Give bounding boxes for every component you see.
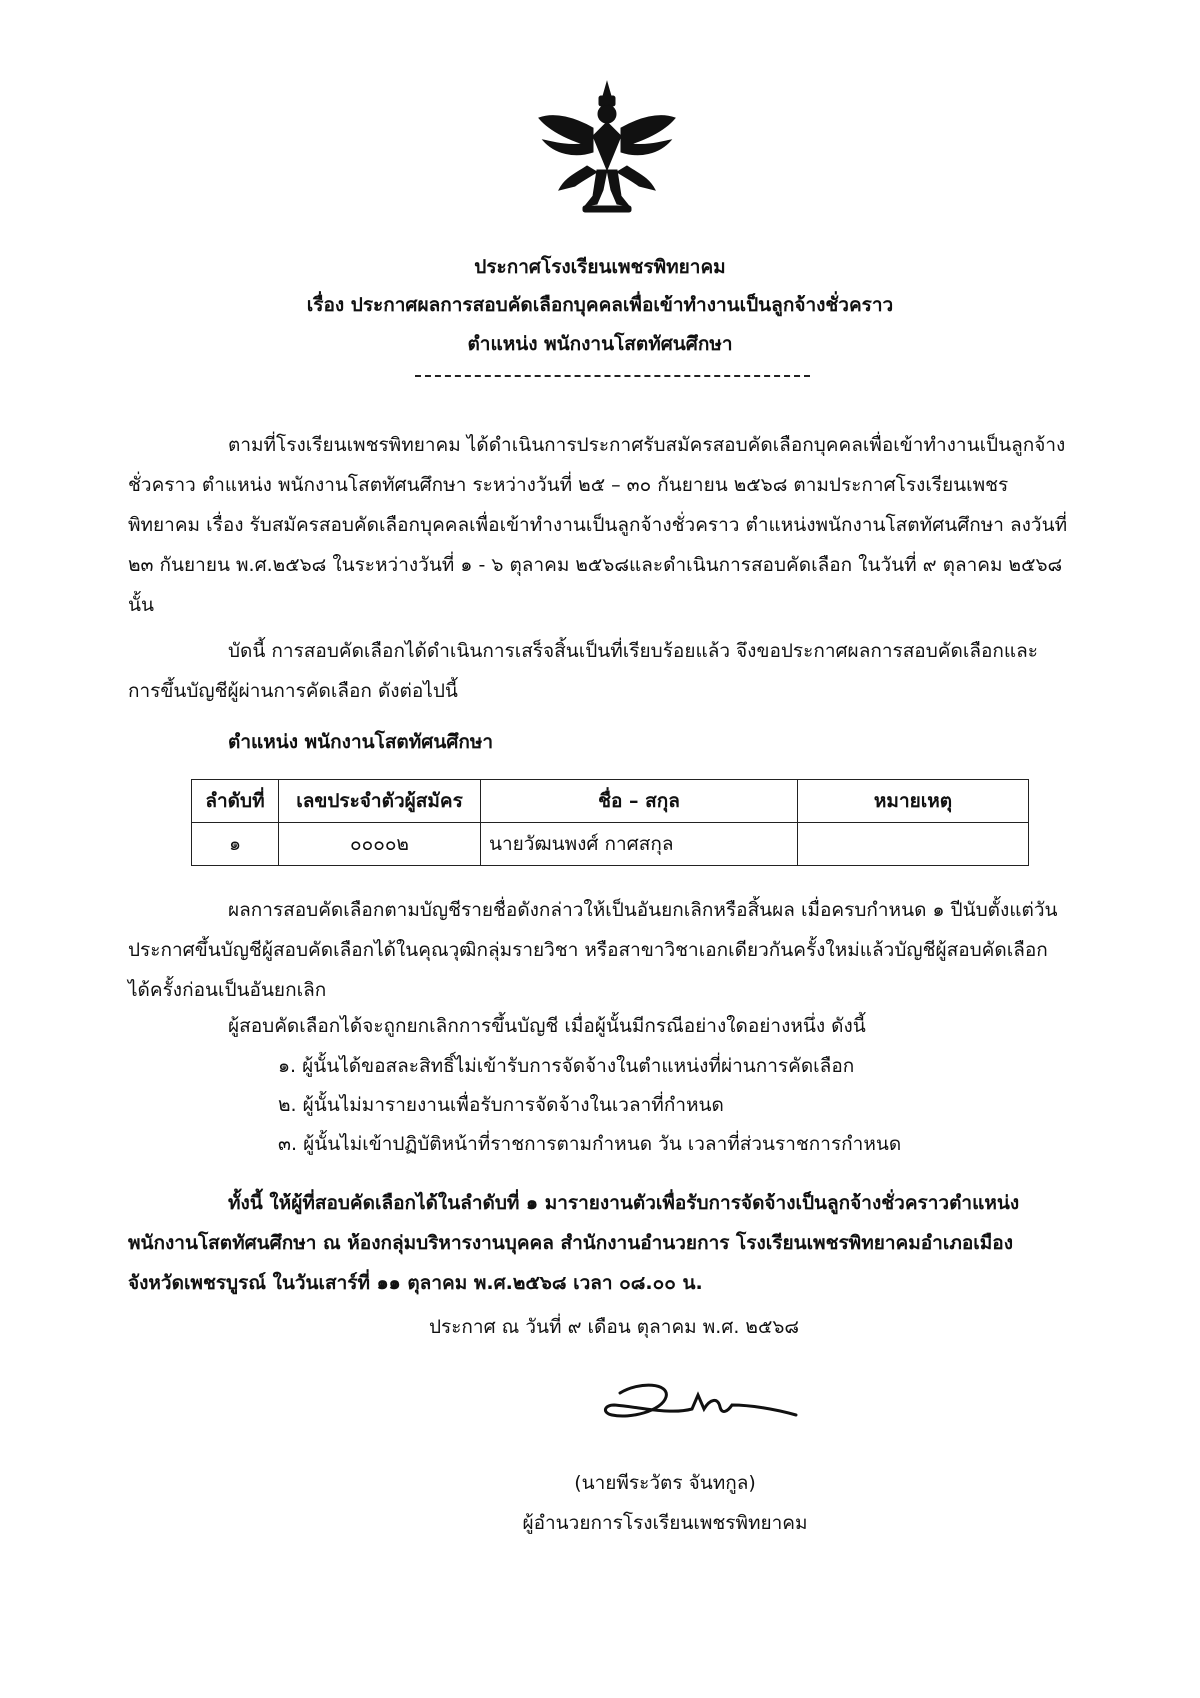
cancellation-intro: ผู้สอบคัดเลือกได้จะถูกยกเลิกการขึ้นบัญชี เมื่อผู้นั้นมีกรณีอย่างใดอย่างหนึ่ง ดังนี้ (228, 1015, 866, 1037)
column-header-name: ชื่อ – สกุล (481, 780, 798, 823)
results-table (191, 779, 1029, 866)
paragraph-reporting: ทั้งนี้ ให้ผู้ที่สอบคัดเลือกได้ในลำดับที่ ๑ มารายงานตัวเพื่อรับการจัดจ้างเป็นลูกจ้างชั่วคราวตำแหน่ง พนักงานโสตทัศนศึกษา ณ ห้องกลุ่มบริหารงานบุคคล สำนักงานอำนวยการ โรงเรียนเพชรพิทยาคมอำเภอเมือง จังหวัดเพชรบูรณ์ ในวันเสาร์ที่ ๑๑ ตุลาคม พ.ศ.๒๕๖๘ เวลา ๐๘.๐๐ น. (128, 1192, 1020, 1294)
garuda-emblem-icon (535, 78, 680, 218)
announcement-position: ตำแหน่ง พนักงานโสตทัศนศึกษา (467, 333, 733, 355)
column-header-applicant-id: เลขประจำตัวผู้สมัคร (279, 780, 481, 823)
paragraph-background: ตามที่โรงเรียนเพชรพิทยาคม ได้ดำเนินการประกาศรับสมัครสอบคัดเลือกบุคคลเพื่อเข้าทำงานเป็นลูกจ้างชั่วคราว ตำแหน่ง พนักงานโสตทัศนศึกษา ระหว่างวันที่ ๒๕ – ๓๐ กันยายน ๒๕๖๘ ตามประกาศโรงเรียนเพชรพิทยาคม เรื่อง รับสมัครสอบคัดเลือกบุคคลเพื่อเข้าทำงานเป็นลูกจ้างชั่วคราว ตำแหน่งพนักงานโสตทัศนศึกษา ลงวันที่ ๒๓ กันยายน พ.ศ.๒๕๖๘ ในระหว่างวันที่ ๑ - ๖ ตุลาคม ๒๕๖๘และดำเนินการสอบคัดเลือก ในวันที่ ๙ ตุลาคม ๒๕๖๘ นั้น (128, 434, 1068, 616)
position-title: ตำแหน่ง พนักงานโสตทัศนศึกษา (228, 731, 494, 753)
cell-applicant-id: ๐๐๐๐๒ (279, 823, 481, 866)
cell-remark (798, 823, 1029, 866)
paragraph-announcement: บัดนี้ การสอบคัดเลือกได้ดำเนินการเสร็จสิ้นเป็นที่เรียบร้อยแล้ว จึงขอประกาศผลการสอบคัดเลือกและการขึ้นบัญชีผู้ผ่านการคัดเลือก ดังต่อไปนี้ (128, 640, 1038, 702)
condition-item: ๒. ผู้นั้นไม่มารายงานเพื่อรับการจัดจ้างในเวลาที่กำหนด (278, 1094, 724, 1116)
header-divider (415, 375, 810, 377)
signer-title: ผู้อำนวยการโรงเรียนเพชรพิทยาคม (522, 1512, 808, 1534)
signature-icon (600, 1375, 800, 1455)
table-row (192, 823, 1029, 866)
table-header-row (192, 780, 1029, 823)
announcement-date: ประกาศ ณ วันที่ ๙ เดือน ตุลาคม พ.ศ. ๒๕๖๘ (428, 1316, 800, 1338)
column-header-no: ลำดับที่ (192, 780, 279, 823)
condition-item: ๓. ผู้นั้นไม่เข้าปฏิบัติหน้าที่ราชการตามกำหนด วัน เวลาที่ส่วนราชการกำหนด (278, 1133, 902, 1155)
column-header-remark: หมายเหตุ (798, 780, 1029, 823)
signer-name: (นายพีระวัตร จันทกูล) (574, 1472, 756, 1494)
paragraph-validity: ผลการสอบคัดเลือกตามบัญชีรายชื่อดังกล่าวให้เป็นอันยกเลิกหรือสิ้นผล เมื่อครบกำหนด ๑ ปีนับตั้งแต่วันประกาศขึ้นบัญชีผู้สอบคัดเลือกได้ในคุณวุฒิกลุ่มรายวิชา หรือสาขาวิชาเอกเดียวกันครั้งใหม่แล้วบัญชีผู้สอบคัดเลือกได้ครั้งก่อนเป็นอันยกเลิก (128, 899, 1058, 1001)
cell-name: นายวัฒนพงศ์ กาศสกุล (481, 823, 798, 866)
condition-item: ๑. ผู้นั้นได้ขอสละสิทธิ์ไม่เข้ารับการจัดจ้างในตำแหน่งที่ผ่านการคัดเลือก (278, 1055, 855, 1077)
cell-no: ๑ (192, 823, 279, 866)
announcement-subject: เรื่อง ประกาศผลการสอบคัดเลือกบุคคลเพื่อเข้าทำงานเป็นลูกจ้างชั่วคราว (306, 294, 894, 316)
announcement-heading: ประกาศโรงเรียนเพชรพิทยาคม (474, 256, 726, 278)
